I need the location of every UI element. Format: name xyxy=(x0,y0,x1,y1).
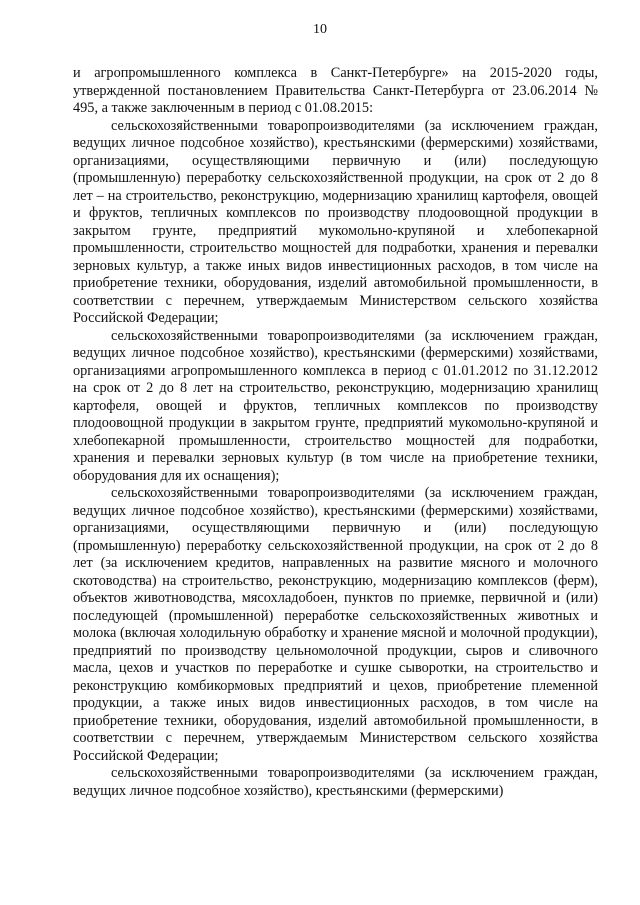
paragraph-item-2: сельскохозяйственными товаропроизводителями (за исключением граждан, ведущих личное подсобное хозяйство), крестьянскими (фермерскими) хозяйствами, организациями агропромышленного комплекса в период с 01.01.2012 по 31.12.2012 на срок от 2 до 8 лет на строительство, реконструкцию, модернизацию хранилищ картофеля, овощей и фруктов, тепличных комплексов по производству плодоовощной продукции в закрытом грунте, предприятий мукомольно-крупяной и хлебопекарной промышленности, строительство мощностей для подработки, хранения и перевалки зерновых культур (в том числе на приобретение техники, оборудования для их оснащения); xyxy=(73,327,598,484)
page-number: 10 xyxy=(313,22,327,37)
paragraph-item-4: сельскохозяйственными товаропроизводителями (за исключением граждан, ведущих личное подсобное хозяйство), крестьянскими (фермерскими) xyxy=(73,765,598,799)
paragraph-item-1: сельскохозяйственными товаропроизводителями (за исключением граждан, ведущих личное подсобное хозяйство), крестьянскими (фермерскими) хозяйствами, организациями, осуществляющими первичную и (или) последующую (промышленную) переработку сельскохозяйственной продукции, на срок от 2 до 8 лет – на строительство, реконструкцию, модернизацию хранилищ картофеля, овощей и фруктов, тепличных комплексов по производству плодоовощной продукции в закрытом грунте, предприятий мукомольно-крупяной и хлебопекарной промышленности, строительство мощностей для подработки, хранения и перевалки зерновых культур, а также иных видов инвестиционных расходов, в том числе на приобретение техники, оборудования, изделий автомобильной промышленности, в соответствии с перечнем, утверждаемым Министерством сельского хозяйства Российской Федерации; xyxy=(73,117,598,326)
paragraph-item-3: сельскохозяйственными товаропроизводителями (за исключением граждан, ведущих личное подсобное хозяйство), крестьянскими (фермерскими) хозяйствами, организациями, осуществляющими первичную и (или) последующую (промышленную) переработку сельскохозяйственной продукции, на срок от 2 до 8 лет (за исключением кредитов, направленных на развитие мясного и молочного скотоводства) на строительство, реконструкцию, модернизацию комплексов (ферм), объектов животноводства, мясохладобоен, пунктов по приемке, первичной и (или) последующей (промышленной) переработке сельскохозяйственных животных и молока (включая холодильную обработку и хранение мясной и молочной продукции), предприятий по производству цельномолочной продукции, сыров и сливочного масла, цехов и участков по переработке и сушке сыворотки, на строительство и реконструкцию комбикормовых предприятий и цехов, приобретение племенной продукции, а также иных видов инвестиционных расходов, в том числе на приобретение техники, оборудования, изделий автомобильной промышленности, в соответствии с перечнем, утверждаемым Министерством сельского хозяйства Российской Федерации; xyxy=(73,485,598,764)
document-body xyxy=(73,65,598,800)
paragraph-intro: и агропромышленного комплекса в Санкт-Петербурге» на 2015-2020 годы, утвержденной постановлением Правительства Санкт-Петербурга от 23.06.2014 № 495, а также заключенным в период с 01.08.2015: xyxy=(73,65,598,116)
